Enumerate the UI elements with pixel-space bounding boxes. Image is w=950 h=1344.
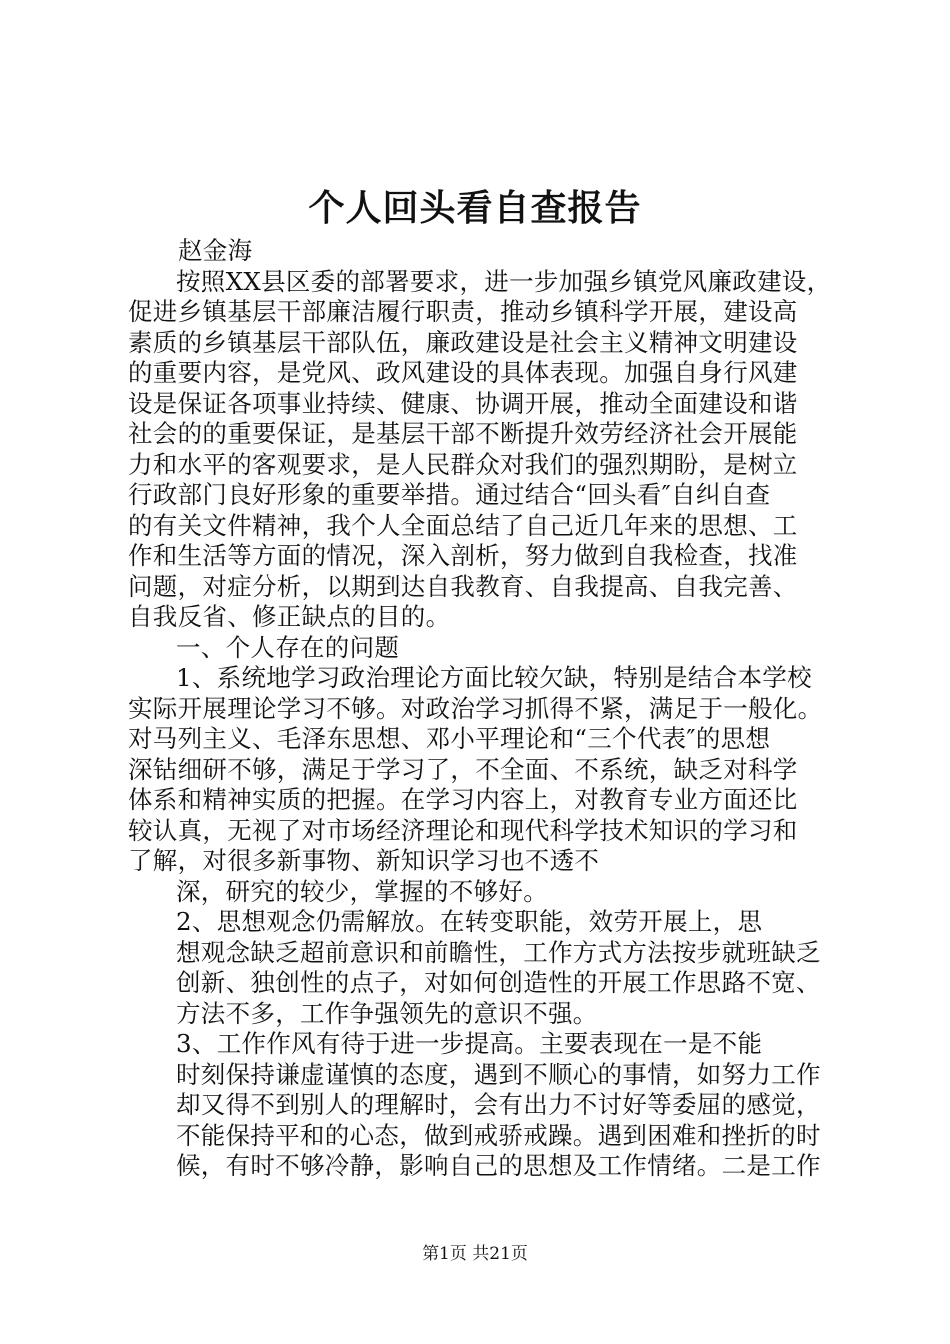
text-line: 深，研究的较少，掌握的不够好。 bbox=[176, 876, 548, 906]
text-line: 3、工作作风有待于进一步提高。主要表现在一是不能 bbox=[176, 1029, 763, 1058]
text-line: 自我反省、修正缺点的目的。 bbox=[128, 602, 451, 631]
text-line: 一、个人存在的问题 bbox=[176, 632, 400, 662]
text-line: 按照XX县区委的部署要求，进一步加强乡镇党风廉政建设， bbox=[176, 266, 832, 296]
text-line: 对马列主义、毛泽东思想、邓小平理论和“三个代表″的思想 bbox=[128, 724, 771, 753]
author-line: 赵金海 bbox=[178, 236, 253, 265]
text-line: 社会的的重要保证，是基层干部不断提升效劳经济社会开展能 bbox=[128, 419, 798, 448]
text-line: 实际开展理论学习不够。对政治学习抓得不紧，满足于一般化。 bbox=[128, 693, 823, 723]
text-line: 想观念缺乏超前意识和前瞻性，工作方式方法按步就班缺乏 bbox=[176, 937, 821, 967]
text-line: 素质的乡镇基层干部队伍，廉政建设是社会主义精神文明建设 bbox=[128, 327, 798, 357]
text-line: 了解，对很多新事物、新知识学习也不透不 bbox=[128, 846, 600, 875]
text-line: 不能保持平和的心态，做到戒骄戒躁。遇到困难和挫折的时 bbox=[176, 1120, 821, 1150]
text-line: 的重要内容，是党风、政风建设的具体表现。加强自身行风建 bbox=[128, 358, 798, 387]
text-line: 时刻保持谦虚谨慎的态度，遇到不顺心的事情，如努力工作 bbox=[176, 1059, 821, 1089]
text-line: 的有关文件精神，我个人全面总结了自己近几年来的思想、工 bbox=[128, 510, 798, 540]
text-line: 方法不多，工作争强领先的意识不强。 bbox=[176, 998, 598, 1028]
document-body bbox=[128, 236, 848, 1182]
text-line: 力和水平的客观要求，是人民群众对我们的强烈期盼，是树立 bbox=[128, 449, 798, 479]
text-line: 问题，对症分析，以期到达自我教育、自我提高、自我完善、 bbox=[128, 571, 798, 601]
text-line: 候，有时不够冷静，影响自己的思想及工作情绪。二是工作 bbox=[176, 1151, 821, 1180]
text-line: 1、系统地学习政治理论方面比较欠缺，特别是结合本学校 bbox=[176, 663, 812, 692]
paragraph-lines bbox=[128, 267, 848, 1182]
text-line: 深钻细研不够，满足于学习了，不全面、不系统，缺乏对科学 bbox=[128, 754, 798, 784]
text-line: 作和生活等方面的情况，深入剖析，努力做到自我检查，找准 bbox=[128, 541, 798, 570]
text-line: 2、思想观念仍需解放。在转变职能，效劳开展上，思 bbox=[176, 907, 763, 936]
document-title: 个人回头看自查报告 bbox=[308, 187, 642, 229]
text-line: 设是保证各项事业持续、健康、协调开展，推动全面建设和谐 bbox=[128, 388, 798, 418]
text-line: 较认真，无视了对市场经济理论和现代科学技术知识的学习和 bbox=[128, 815, 798, 845]
text-line: 却又得不到别人的理解时，会有出力不讨好等委屈的感觉， bbox=[176, 1090, 821, 1119]
text-line: 行政部门良好形象的重要举措。通过结合“回头看″自纠自查 bbox=[128, 480, 771, 509]
page-footer: 第1页 共21页 bbox=[422, 1244, 528, 1264]
text-line: 促进乡镇基层干部廉洁履行职责，推动乡镇科学开展，建设高 bbox=[128, 297, 798, 326]
text-line: 体系和精神实质的把握。在学习内容上，对教育专业方面还比 bbox=[128, 785, 798, 814]
text-line: 创新、独创性的点子，对如何创造性的开展工作思路不宽、 bbox=[176, 968, 821, 997]
